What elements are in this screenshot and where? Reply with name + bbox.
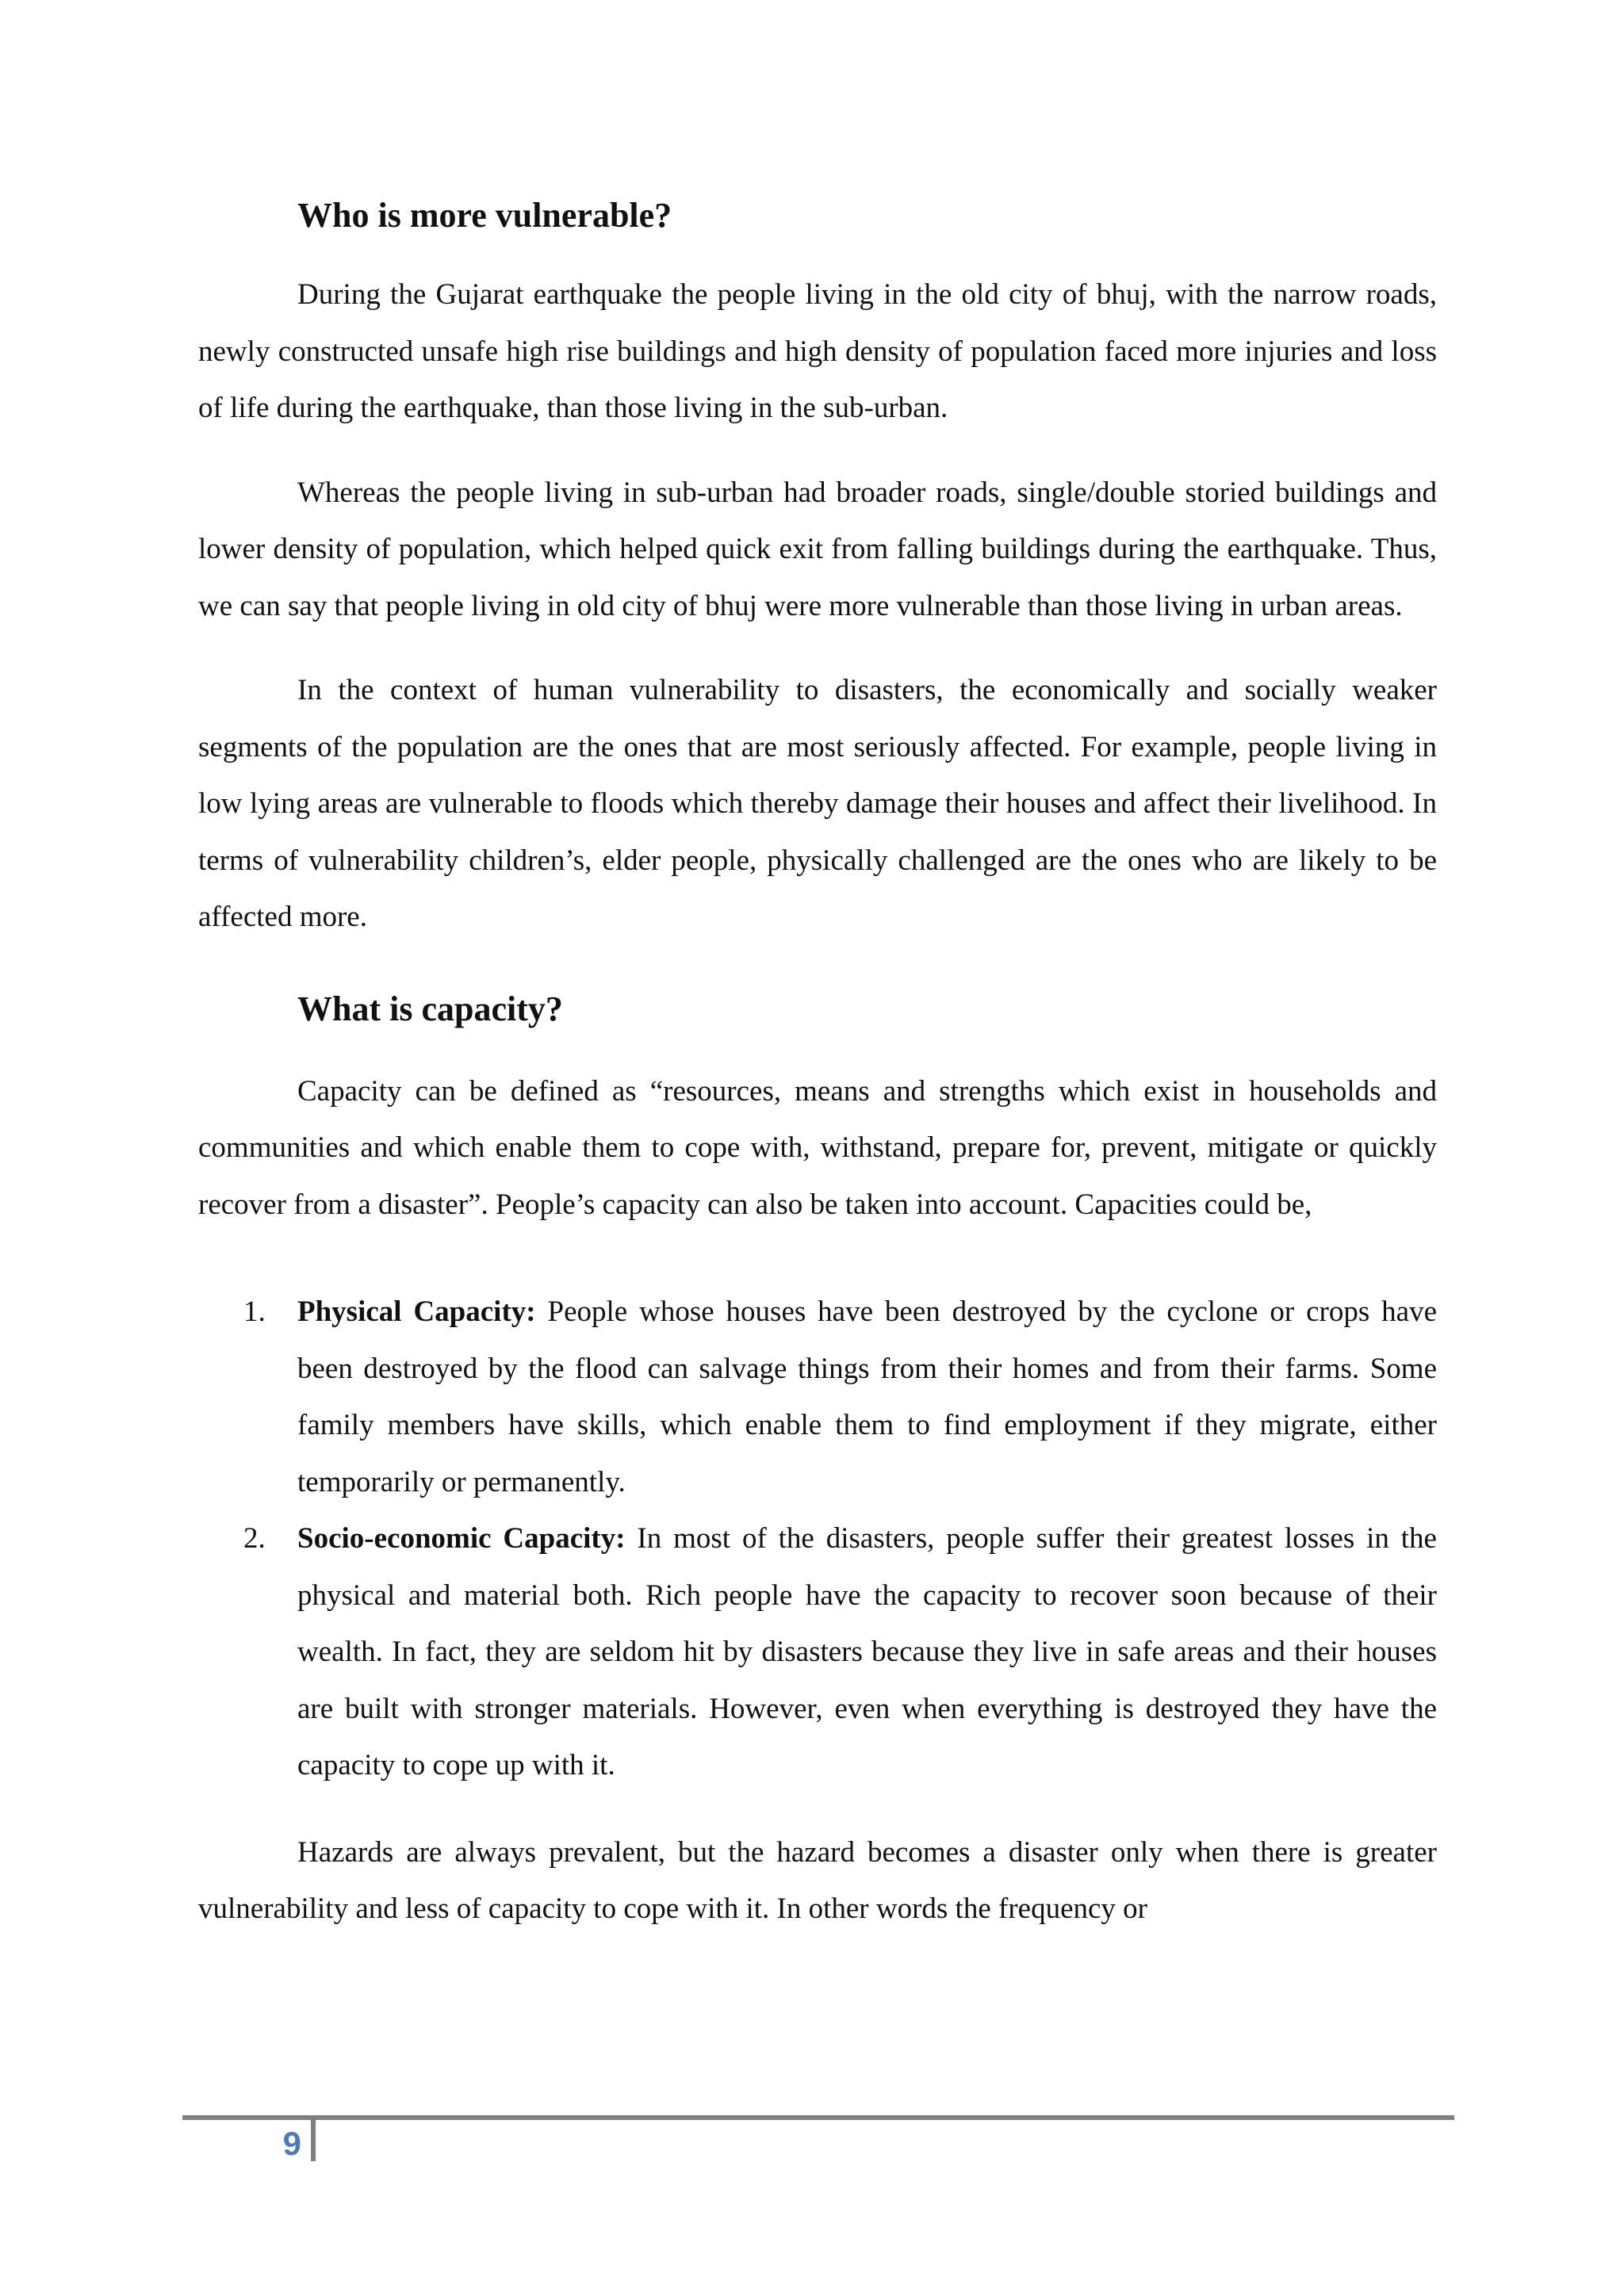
list-item-physical-capacity bbox=[198, 1284, 1437, 1510]
list-text: In most of the disasters, people suffer their greatest losses in the physical and material both. Rich people have the capacity to recover soon because of their wealth. In fact, they are seldom hit by disasters because they live in safe areas and their houses are built with stronger materials. However, even when everything is destroyed they have the capacity to cope up with it. bbox=[297, 1522, 1437, 1781]
paragraph-human-vulnerability: In the context of human vulnerability to disasters, the economically and socially weaker segments of the population are the ones that are most seriously affected. For example, people living in low lying areas are vulnerable to floods which thereby damage their houses and affect their livelihood. In terms of vulnerability children’s, elder people, physically challenged are the ones who are likely to be affected more. bbox=[198, 674, 1437, 933]
list-term: Socio-economic Capacity: bbox=[297, 1522, 626, 1555]
list-item-socio-economic-capacity bbox=[198, 1510, 1437, 1794]
list-text: People whose houses have been destroyed by the cyclone or crops have been destroyed by the flood can salvage things from their homes and from their farms. Some family members have skills, which enable them to find employment if they migrate, either temporarily or permanently. bbox=[297, 1295, 1437, 1498]
footer-divider bbox=[311, 2120, 316, 2161]
document-body bbox=[198, 193, 1437, 1965]
list-term: Physical Capacity: bbox=[297, 1295, 536, 1328]
page-number: 9 bbox=[282, 2125, 301, 2162]
section-heading-vulnerable: Who is more vulnerable? bbox=[297, 196, 672, 235]
paragraph-gujarat-earthquake: During the Gujarat earthquake the people living in the old city of bhuj, with the narrow roads, newly constructed unsafe high rise buildings and high density of population faced more injuries and loss of life during the earthquake, than those living in the sub-urban. bbox=[198, 278, 1437, 424]
paragraph-capacity-definition: Capacity can be defined as “resources, means and strengths which exist in households and communities and which enable them to cope with, withstand, prepare for, prevent, mitigate or quickly recover from a disaster”. People’s capacity can also be taken into account. Capacities could be, bbox=[198, 1074, 1437, 1221]
capacity-list bbox=[198, 1284, 1437, 1794]
list-number: 2. bbox=[243, 1522, 266, 1555]
footer-rule bbox=[182, 2115, 1454, 2120]
section-heading-capacity: What is capacity? bbox=[297, 989, 563, 1028]
paragraph-hazards: Hazards are always prevalent, but the hazard becomes a disaster only when there is greater vulnerability and less of capacity to cope with it. In other words the frequency or bbox=[198, 1835, 1437, 1925]
paragraph-sub-urban: Whereas the people living in sub-urban had broader roads, single/double storied buildings and lower density of population, which helped quick exit from falling buildings during the earthquake. Thus, we can say that people living in old city of bhuj were more vulnerable than those living in urban areas. bbox=[198, 476, 1437, 622]
list-number: 1. bbox=[243, 1295, 266, 1328]
